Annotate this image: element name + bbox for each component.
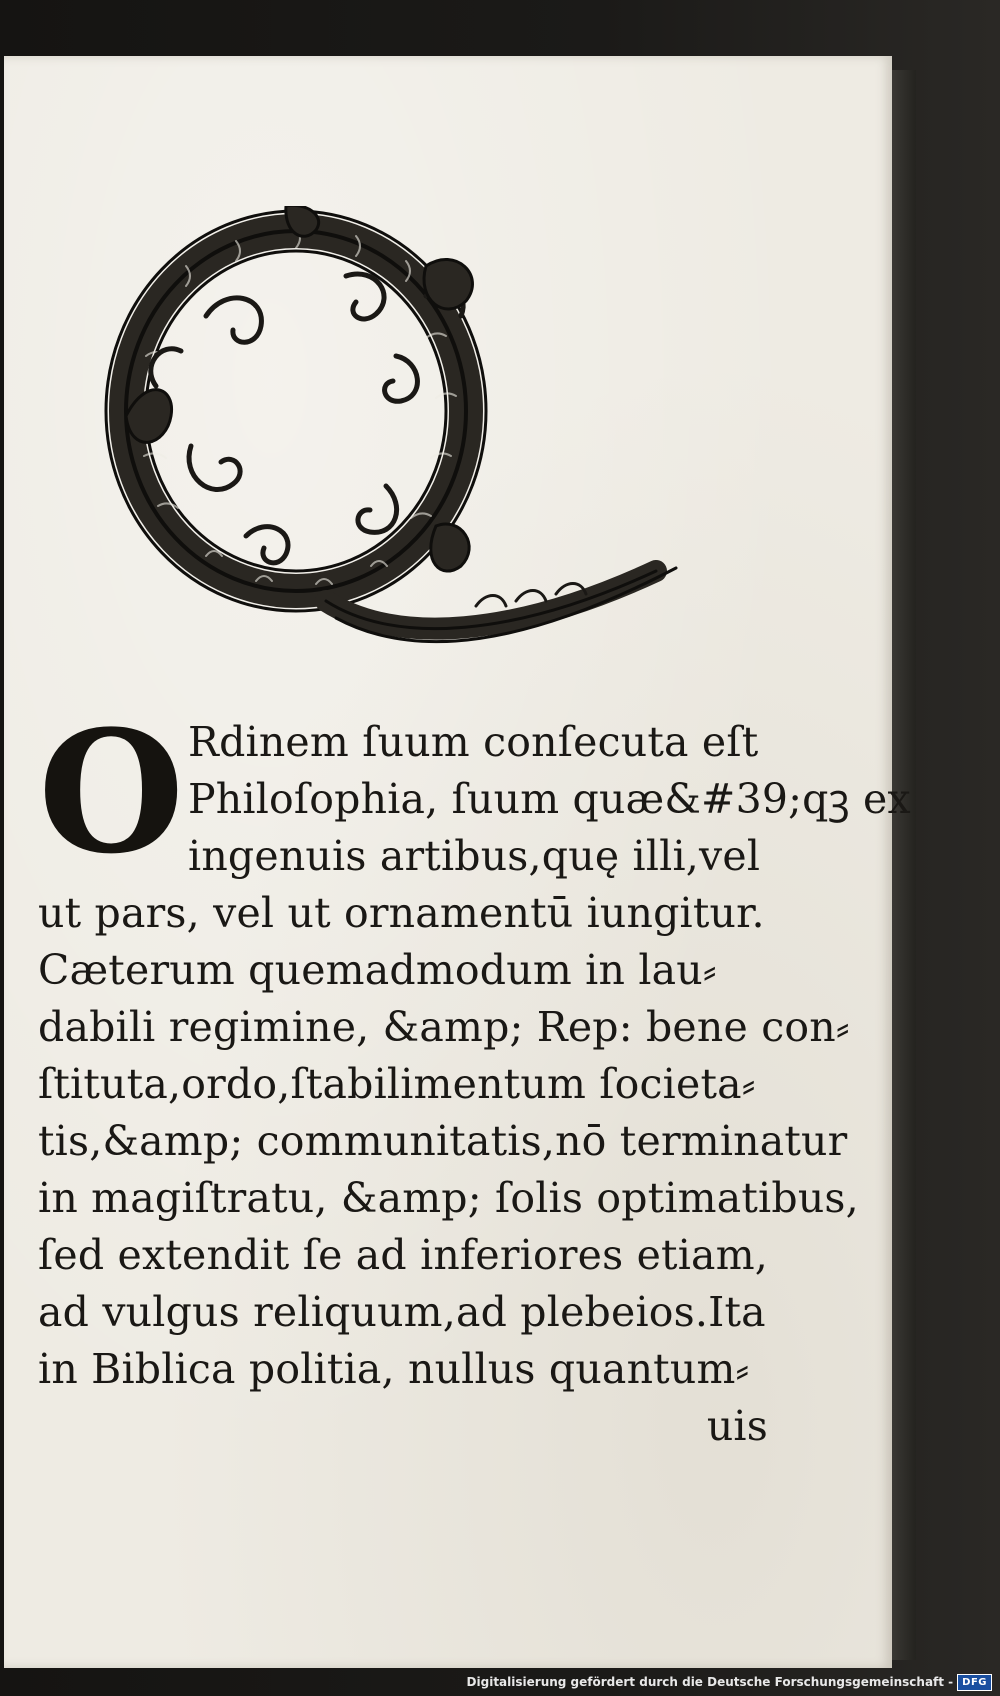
text-line-4: ut pars, vel ut ornamentū iungitur.: [38, 889, 765, 937]
text-block: [38, 693, 911, 1455]
text-line-10: ſed extendit ſe ad inferiores etiam,: [38, 1231, 769, 1279]
catchword: uis: [706, 1402, 768, 1450]
ornamental-initial-q: [96, 206, 716, 696]
text-line-12: in Biblica politia, nullus quantum⸗: [38, 1345, 750, 1393]
text-line-1: Rdinem ſuum conſecuta eſt: [188, 718, 759, 766]
drop-cap-initial: O: [38, 693, 185, 891]
text-line-5: Cæterum quemadmodum in lau⸗: [38, 946, 717, 994]
credit-text: Digitalisierung gefördert durch die Deutsche Forschungsgemeinschaft -: [466, 1675, 954, 1689]
text-line-6: dabili regimine, &amp; Rep: bene con⸗: [38, 1003, 850, 1051]
book-page: [4, 56, 911, 1668]
text-line-9: in magiſtratu, &amp; ſolis optimatibus,: [38, 1174, 859, 1222]
digitization-credit: [467, 1672, 992, 1692]
text-line-8: tis,&amp; communitatis,nō terminatur: [38, 1117, 848, 1165]
page-edge: [892, 70, 916, 1660]
dfg-logo: DFG: [957, 1674, 992, 1691]
text-line-3: ingenuis artibus,quę illi,vel: [188, 832, 761, 880]
text-line-7: ſtituta,ordo,ſtabilimentum ſocieta⸗: [38, 1060, 756, 1108]
text-line-11: ad vulgus reliquum,ad plebeios.Ita: [38, 1288, 766, 1336]
text-line-2: Philoſophia, ſuum quæ&#39;qꝫ ex: [188, 775, 911, 823]
